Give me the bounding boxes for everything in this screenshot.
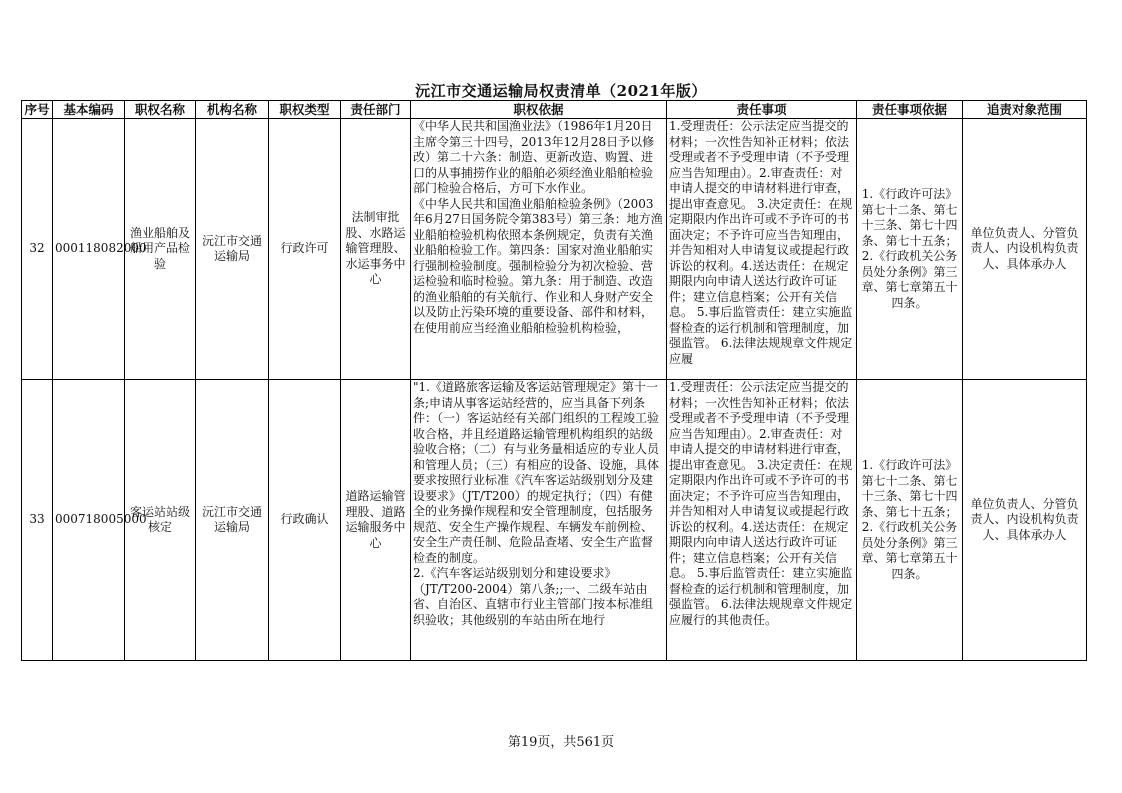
header-org-name: 机构名称 (196, 101, 269, 119)
header-matters: 责任事项 (667, 101, 857, 119)
power-type-cell: 行政许可 (269, 119, 341, 380)
basis-clip (413, 380, 664, 660)
power-type-cell: 行政确认 (269, 380, 341, 661)
header-dept: 责任部门 (341, 101, 411, 119)
dept-cell: 法制审批股、水路运输管理股、水运事务中心 (341, 119, 411, 380)
header-basis: 职权依据 (411, 101, 667, 119)
accountable-cell: 单位负责人、分管负责人、内设机构负责人、具体承办人 (963, 380, 1087, 661)
code-cell: 000118082000 (53, 119, 125, 380)
accountable-cell: 单位负责人、分管负责人、内设机构负责人、具体承办人 (963, 119, 1087, 380)
org-name-cell: 沅江市交通运输局 (196, 380, 269, 661)
basis-cell (411, 119, 667, 380)
code-cell: 000718005000 (53, 380, 125, 661)
header-seq: 序号 (22, 101, 53, 119)
header-power-type: 职权类型 (269, 101, 341, 119)
header-power-name: 职权名称 (125, 101, 196, 119)
matter-basis-cell: 1.《行政许可法》第七十二条、第七十三条、第七十四条、第七十五条；2.《行政机关公务员处分条例》第三章、第七章第五十四条。 (857, 380, 963, 661)
power-name-cell: 渔业船舶及船用产品检验 (125, 119, 196, 380)
table-row (22, 380, 1087, 661)
matters-clip: 1.受理责任：公示法定应当提交的材料；一次性告知补正材料；依法受理或者不予受理申请（不予受理应当告知理由）。2.审查责任：对申请人提交的申请材料进行审查，提出审查意见。 3.决定责任：在规定期限内作出许可或不予许可的书面决定；不予许可应当告知理由，并告知相对人申请复议或提起行政诉讼的权利。4.送达责任：在规定期限内向申请人送达行政许可证件；建立信息档案；公开有关信息。 5.事后监管责任：建立实施监督检查的运行机制和管理制度，加强监管。 6.法律法规规章文件规定应履 (669, 119, 853, 366)
basis-paragraph: 《中华人民共和国渔业船舶检验条例》（2003年6月27日国务院令第383号）第三条：地方渔业船舶检验机构依照本条例规定，负责有关渔业船舶检验工作。第四条：国家对渔业船舶实行强制检验制度。强制检验分为初次检验、营运检验和临时检验。第九条：用于制造、改造的渔业船舶的有关航行、作业和人身财产安全以及防止污染环境的重要设备、部件和材料，在使用前应当经渔业船舶检验机构检验， (413, 196, 663, 335)
seq-cell: 32 (22, 119, 53, 380)
basis-paragraph: 《中华人民共和国渔业法》（1986年1月20日主席令第三十四号，2013年12月28日予以修改）第二十六条：制造、更新改造、购置、进口的从事捕捞作业的船舶必须经渔业船舶检验部门检验合格后，方可下水作业。 (413, 119, 655, 195)
header-accountable: 追责对象范围 (963, 101, 1087, 119)
basis-cell (411, 380, 667, 661)
org-name-cell: 沅江市交通运输局 (196, 119, 269, 380)
page-title: 沅江市交通运输局权责清单（2021年版） (415, 82, 707, 100)
header-code: 基本编码 (53, 101, 125, 119)
basis-paragraph: "1.《道路旅客运输及客运站管理规定》第十一条;申请从事客运站经营的，应当具备下列条件：（一）客运站经有关部门组织的工程竣工验收合格，并且经道路运输管理机构组织的站级验收合格；（二）有与业务量相适应的专业人员和管理人员；（三）有相应的设备、设施，具体要求按照行业标准《汽车客运站级别划分及建设要求》（JT/T200）的规定执行；（四）有健全的业务操作规程和安全管理制度，包括服务规范、安全生产操作规程、车辆发车前例检、安全生产责任制、危险品查堵、安全生产监督检查的制度。 (413, 380, 660, 565)
page-footer: 第19页，共561页 (507, 735, 615, 750)
table-header-row (22, 101, 1087, 119)
dept-cell: 道路运输管理股、道路运输服务中心 (341, 380, 411, 661)
matter-basis-cell: 1.《行政许可法》第七十二条、第七十三条、第七十四条、第七十五条；2.《行政机关公务员处分条例》第三章、第七章第五十四条。 (857, 119, 963, 380)
basis-paragraph: 2.《汽车客运站级别划分和建设要求》（JT/T200-2004）第八条;;一、二级车站由省、自治区、直辖市行业主管部门按本标准组织验收；其他级别的车站由所在地行 (413, 566, 654, 627)
table-row (22, 119, 1087, 380)
power-name-cell: 客运站站级核定 (125, 380, 196, 661)
responsibility-table (21, 100, 1087, 661)
seq-cell: 33 (22, 380, 53, 661)
header-matter-basis: 责任事项依据 (857, 101, 963, 119)
matters-cell (667, 380, 857, 661)
matters-clip: 1.受理责任：公示法定应当提交的材料；一次性告知补正材料；依法受理或者不予受理申请（不予受理应当告知理由）。2.审查责任：对申请人提交的申请材料进行审查，提出审查意见。 3.决定责任：在规定期限内作出许可或不予许可的书面决定；不予许可应当告知理由，并告知相对人申请复议或提起行政诉讼的权利。4.送达责任：在规定期限内向申请人送达行政许可证件；建立信息档案；公开有关信息。 5.事后监管责任：建立实施监督检查的运行机制和管理制度，加强监管。 6.法律法规规章文件规定应履行的其他责任。 (669, 380, 853, 627)
basis-clip (413, 119, 664, 379)
matters-cell (667, 119, 857, 380)
